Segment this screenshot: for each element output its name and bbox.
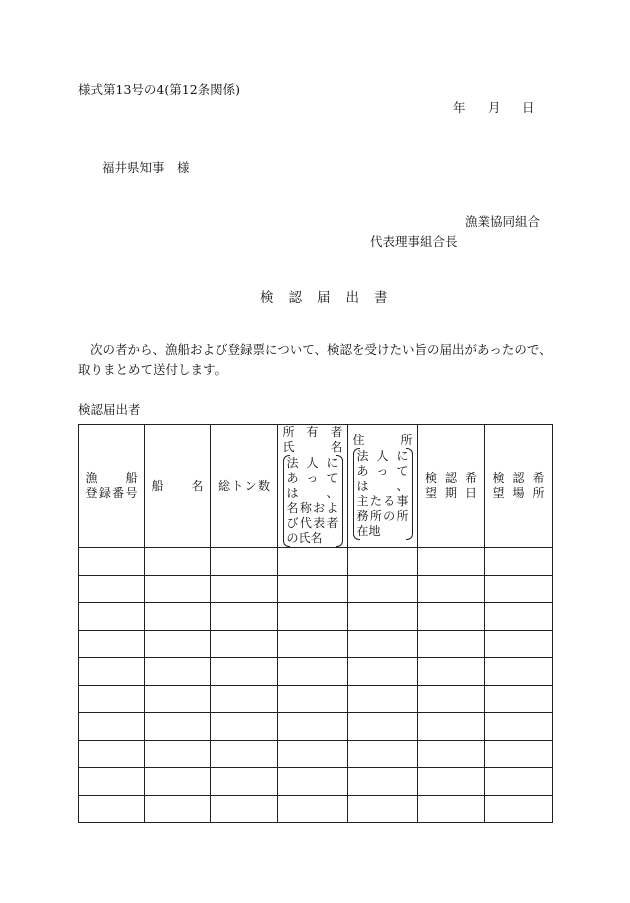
cell-vessel-reg-no[interactable] (79, 740, 145, 768)
addressee: 福井県知事 様 (102, 160, 190, 175)
cell-inspection-date[interactable] (418, 685, 485, 713)
cell-vessel-name[interactable] (145, 740, 211, 768)
cell-vessel-reg-no[interactable] (79, 548, 145, 576)
cell-inspection-date[interactable] (418, 603, 485, 631)
address-note-bracket: 法人に あっては、 主たる事 務所の所 在地 (356, 448, 409, 538)
owner-note-bracket: 法人に あっては、 名称およ び代表者 の氏名 (286, 456, 339, 545)
header-vessel-name: 船 名 (145, 425, 211, 548)
cell-vessel-name[interactable] (145, 603, 211, 631)
table-body (79, 548, 553, 823)
table-row (79, 713, 553, 741)
table-row (79, 768, 553, 796)
cell-inspection-place[interactable] (485, 603, 553, 631)
cell-inspection-place[interactable] (485, 658, 553, 686)
table-header-row (79, 425, 553, 548)
sender-org: 漁業協同組合 (465, 214, 541, 229)
cell-inspection-date[interactable] (418, 658, 485, 686)
header-gross-tonnage: 総トン数 (211, 425, 278, 548)
cell-vessel-name[interactable] (145, 795, 211, 823)
date-month: 月 (488, 100, 501, 115)
cell-vessel-reg-no[interactable] (79, 795, 145, 823)
document-title: 検認届出書 (260, 290, 403, 306)
cell-gross-tonnage[interactable] (211, 603, 278, 631)
cell-inspection-place[interactable] (485, 630, 553, 658)
cell-owner-name[interactable] (278, 548, 348, 576)
cell-inspection-date[interactable] (418, 795, 485, 823)
cell-inspection-place[interactable] (485, 685, 553, 713)
table-row (79, 685, 553, 713)
table-row (79, 740, 553, 768)
cell-address[interactable] (348, 768, 418, 796)
date-day: 日 (522, 100, 535, 115)
table-row (79, 630, 553, 658)
cell-vessel-reg-no[interactable] (79, 575, 145, 603)
cell-vessel-name[interactable] (145, 630, 211, 658)
cell-address[interactable] (348, 795, 418, 823)
cell-address[interactable] (348, 603, 418, 631)
cell-gross-tonnage[interactable] (211, 630, 278, 658)
sender-rep: 代表理事組合長 (370, 234, 458, 249)
cell-address[interactable] (348, 685, 418, 713)
cell-inspection-date[interactable] (418, 575, 485, 603)
cell-vessel-name[interactable] (145, 575, 211, 603)
cell-inspection-place[interactable] (485, 740, 553, 768)
applicant-table (78, 424, 553, 823)
cell-inspection-date[interactable] (418, 713, 485, 741)
cell-gross-tonnage[interactable] (211, 713, 278, 741)
section-label: 検認届出者 (78, 402, 141, 417)
header-address: 住 所 法人に あっては、 主たる事 務所の所 在地 (348, 425, 418, 548)
cell-inspection-date[interactable] (418, 630, 485, 658)
date-year: 年 (453, 100, 466, 115)
table-row (79, 795, 553, 823)
cell-gross-tonnage[interactable] (211, 575, 278, 603)
cell-address[interactable] (348, 713, 418, 741)
cell-owner-name[interactable] (278, 575, 348, 603)
header-inspection-date: 検認希 望期日 (418, 425, 485, 548)
cell-inspection-place[interactable] (485, 768, 553, 796)
cell-vessel-reg-no[interactable] (79, 630, 145, 658)
cell-inspection-place[interactable] (485, 713, 553, 741)
cell-vessel-reg-no[interactable] (79, 768, 145, 796)
header-vessel-reg-no: 漁 船 登録番号 (79, 425, 145, 548)
header-owner-name: 所有者 氏 名 法人に あっては、 名称およ び代表者 の氏名 (278, 425, 348, 548)
cell-owner-name[interactable] (278, 658, 348, 686)
body-text: 次の者から、漁船および登録票について、検認を受けたい旨の届出があったので、取りまとめて送付します。 (78, 342, 552, 377)
cell-gross-tonnage[interactable] (211, 685, 278, 713)
cell-owner-name[interactable] (278, 713, 348, 741)
cell-address[interactable] (348, 548, 418, 576)
table-row (79, 575, 553, 603)
cell-address[interactable] (348, 740, 418, 768)
cell-inspection-place[interactable] (485, 795, 553, 823)
cell-owner-name[interactable] (278, 740, 348, 768)
cell-owner-name[interactable] (278, 768, 348, 796)
cell-gross-tonnage[interactable] (211, 795, 278, 823)
cell-vessel-reg-no[interactable] (79, 603, 145, 631)
cell-vessel-name[interactable] (145, 713, 211, 741)
header-inspection-place: 検認希 望場所 (485, 425, 553, 548)
cell-vessel-reg-no[interactable] (79, 658, 145, 686)
cell-inspection-date[interactable] (418, 740, 485, 768)
cell-owner-name[interactable] (278, 795, 348, 823)
table-row (79, 658, 553, 686)
form-number: 様式第13号の4(第12条関係) (78, 82, 241, 97)
cell-vessel-name[interactable] (145, 685, 211, 713)
cell-inspection-place[interactable] (485, 548, 553, 576)
cell-owner-name[interactable] (278, 630, 348, 658)
cell-gross-tonnage[interactable] (211, 548, 278, 576)
table-row (79, 603, 553, 631)
cell-vessel-reg-no[interactable] (79, 713, 145, 741)
cell-owner-name[interactable] (278, 603, 348, 631)
cell-address[interactable] (348, 658, 418, 686)
cell-gross-tonnage[interactable] (211, 768, 278, 796)
cell-vessel-name[interactable] (145, 658, 211, 686)
cell-inspection-date[interactable] (418, 768, 485, 796)
cell-inspection-date[interactable] (418, 548, 485, 576)
table-row (79, 548, 553, 576)
cell-vessel-name[interactable] (145, 768, 211, 796)
cell-address[interactable] (348, 575, 418, 603)
cell-address[interactable] (348, 630, 418, 658)
cell-vessel-name[interactable] (145, 548, 211, 576)
cell-gross-tonnage[interactable] (211, 740, 278, 768)
cell-inspection-place[interactable] (485, 575, 553, 603)
cell-vessel-reg-no[interactable] (79, 685, 145, 713)
cell-owner-name[interactable] (278, 685, 348, 713)
cell-gross-tonnage[interactable] (211, 658, 278, 686)
